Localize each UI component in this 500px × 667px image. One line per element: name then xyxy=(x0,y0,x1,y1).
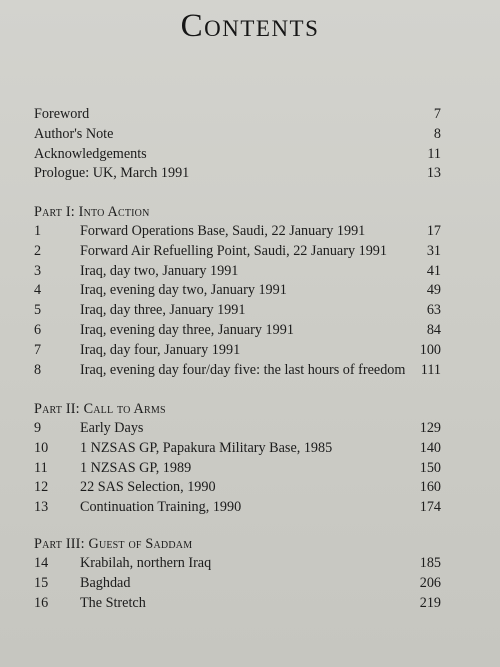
chapter-page: 84 xyxy=(426,321,441,338)
chapter-number: 8 xyxy=(34,361,42,378)
chapter-page: 185 xyxy=(419,555,441,571)
chapter-page: 140 xyxy=(419,439,441,456)
front-matter-list xyxy=(34,106,441,185)
part-section xyxy=(34,201,441,381)
part-heading: Part I: Into Action xyxy=(34,204,150,220)
entry-title: Foreword xyxy=(34,106,90,122)
chapter-title: 22 SAS Selection, 1990 xyxy=(80,479,216,496)
chapter-row xyxy=(34,595,441,615)
chapter-number: 16 xyxy=(34,594,49,611)
chapter-number: 6 xyxy=(34,321,42,338)
chapter-row xyxy=(34,555,441,575)
chapter-title: Iraq, evening day three, January 1991 xyxy=(80,321,294,338)
chapter-row xyxy=(34,499,441,519)
chapter-row xyxy=(34,420,441,440)
chapter-row xyxy=(34,263,441,283)
chapter-number: 4 xyxy=(34,282,42,299)
part-heading: Part II: Call to Arms xyxy=(34,401,166,417)
chapter-title: Iraq, day two, January 1991 xyxy=(80,262,239,279)
chapter-title: Iraq, day three, January 1991 xyxy=(80,302,246,319)
chapter-row xyxy=(34,282,441,302)
chapter-row xyxy=(34,342,441,362)
chapter-number: 5 xyxy=(34,302,42,319)
chapter-title: Baghdad xyxy=(80,574,131,591)
chapter-row xyxy=(34,460,441,480)
chapter-page: 100 xyxy=(419,341,441,358)
chapter-number: 7 xyxy=(34,341,42,358)
chapter-number: 3 xyxy=(34,262,42,279)
chapter-number: 11 xyxy=(34,459,48,476)
chapter-title: Forward Air Refuelling Point, Saudi, 22 January 1991 xyxy=(80,242,387,259)
chapter-title: Iraq, day four, January 1991 xyxy=(80,341,241,358)
entry-page: 7 xyxy=(433,106,441,122)
entry-page: 8 xyxy=(433,125,441,142)
front-matter-item xyxy=(34,146,441,166)
chapter-title: Forward Operations Base, Saudi, 22 January 1991 xyxy=(80,223,366,239)
chapter-page: 174 xyxy=(419,499,441,516)
chapter-title: Krabilah, northern Iraq xyxy=(80,555,212,571)
chapter-row xyxy=(34,479,441,499)
chapter-page: 206 xyxy=(419,574,441,591)
chapter-page: 111 xyxy=(420,361,441,378)
chapter-row xyxy=(34,223,441,243)
chapter-title: Continuation Training, 1990 xyxy=(80,499,242,516)
front-matter-item xyxy=(34,165,441,185)
part-heading: Part III: Guest of Saddam xyxy=(34,536,193,552)
page-title: Contents xyxy=(180,8,320,44)
chapter-title: The Stretch xyxy=(80,594,146,611)
chapter-number: 13 xyxy=(34,499,49,516)
chapter-page: 17 xyxy=(426,223,441,239)
chapter-row xyxy=(34,322,441,342)
entry-title: Prologue: UK, March 1991 xyxy=(34,165,190,182)
entry-title: Acknowledgements xyxy=(34,145,147,162)
chapter-title: Iraq, evening day four/day five: the last hours of freedom xyxy=(80,361,405,378)
chapter-page: 219 xyxy=(419,594,441,611)
chapter-page: 129 xyxy=(419,420,441,436)
chapter-row xyxy=(34,440,441,460)
chapter-title: 1 NZSAS GP, Papakura Military Base, 1985 xyxy=(80,439,333,456)
chapter-row xyxy=(34,243,441,263)
chapter-number: 1 xyxy=(34,223,42,239)
part-section xyxy=(34,398,441,519)
entry-title: Author's Note xyxy=(34,125,114,142)
chapter-title: Iraq, evening day two, January 1991 xyxy=(80,282,287,299)
chapter-number: 14 xyxy=(34,555,49,571)
part-section xyxy=(34,533,441,614)
chapter-page: 41 xyxy=(426,262,441,279)
chapter-number: 15 xyxy=(34,574,49,591)
entry-page: 13 xyxy=(426,165,441,182)
chapter-page: 31 xyxy=(426,242,441,259)
entry-page: 11 xyxy=(427,145,441,162)
chapter-title: 1 NZSAS GP, 1989 xyxy=(80,459,192,476)
front-matter-item xyxy=(34,106,441,126)
chapter-page: 150 xyxy=(419,459,441,476)
chapter-number: 12 xyxy=(34,479,49,496)
chapter-number: 10 xyxy=(34,439,49,456)
chapter-page: 49 xyxy=(426,282,441,299)
chapter-number: 2 xyxy=(34,242,42,259)
chapter-row xyxy=(34,575,441,595)
chapter-row xyxy=(34,302,441,322)
chapter-row xyxy=(34,362,441,382)
chapter-number: 9 xyxy=(34,420,42,436)
chapter-page: 63 xyxy=(426,302,441,319)
chapter-page: 160 xyxy=(419,479,441,496)
front-matter-item xyxy=(34,126,441,146)
chapter-title: Early Days xyxy=(80,420,144,436)
